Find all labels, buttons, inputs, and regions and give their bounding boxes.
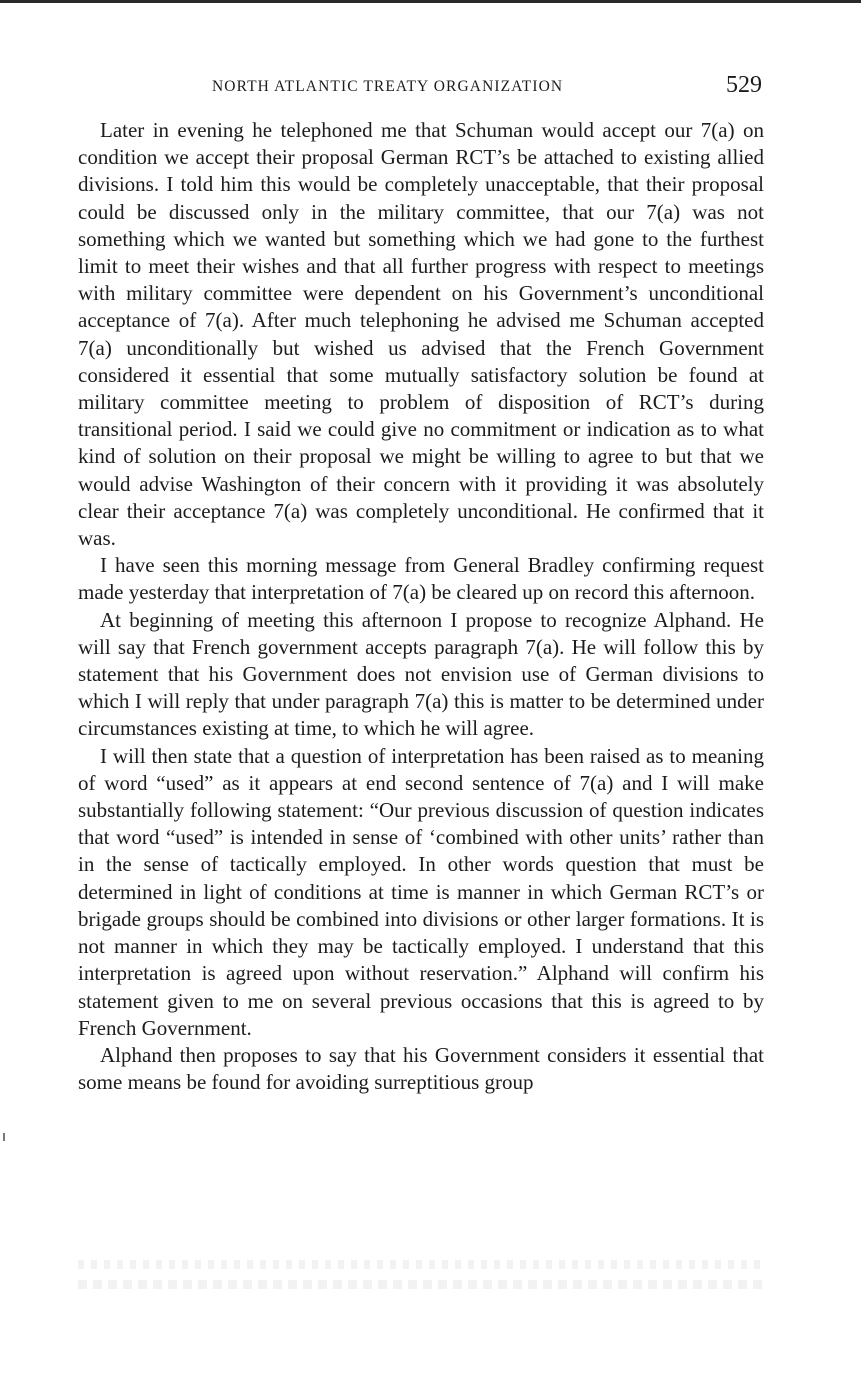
page-header	[78, 72, 764, 106]
page-number: 529	[726, 72, 762, 98]
paragraph: Later in evening he telephoned me that Schuman would accept our 7(a) on condition we accept their proposal German RCT’s be attached to existing allied divisions. I told him this would be completely unacceptable, that their proposal could be discussed only in the military committee, that our 7(a) was not something which we wanted but something which we had gone to the furthest limit to meet their wishes and that all further progress with respect to meetings with military committee were dependent on his Government’s unconditional acceptance of 7(a). After much telephoning he advised me Schuman accepted 7(a) unconditionally but wished us advised that the French Government considered it essential that some mutually satisfactory solution be found at military committee meeting to problem of disposition of RCT’s during transitional period. I said we could give no commitment or indication as to what kind of solution on their proposal we might be willing to agree to but that we would advise Washington of their concern with it providing it was absolutely clear their acceptance 7(a) was completely unconditional. He confirmed that it was.	[78, 118, 764, 551]
bleed-through-shadow	[78, 1258, 764, 1298]
margin-mark	[3, 1133, 5, 1141]
page-top-rule	[0, 0, 861, 3]
paragraph: At beginning of meeting this afternoon I propose to recognize Alphand. He will say that French government accepts paragraph 7(a). He will follow this by statement that his Government does not envision use of German divisions to which I will reply that under paragraph 7(a) this is matter to be determined under circumstances existing at time, to which he will agree.	[78, 607, 764, 741]
paragraph: I have seen this morning message from General Bradley confirming request made yesterday that interpretation of 7(a) be cleared up on record this afternoon.	[78, 553, 764, 605]
paragraph: Alphand then proposes to say that his Government considers it essential that some means be found for avoiding surreptitious group	[78, 1042, 764, 1095]
body-text	[78, 117, 764, 1096]
paragraph: I will then state that a question of interpretation has been raised as to meaning of word “used” as it appears at end second sentence of 7(a) and I will make substantially following statement: “Our previous discussion of question indicates that word “used” is intended in sense of ‘combined with other units’ rather than in the sense of tactically employed. In other words question that must be determined in light of conditions at time is manner in which German RCT’s or brigade groups should be combined into divisions or other larger formations. It is not manner in which they may be tactically employed. I understand that this interpretation is agreed upon without reservation.” Alphand will confirm his statement given to me on several previous occasions that this is agreed to by French Government.	[78, 743, 764, 1040]
running-title: NORTH ATLANTIC TREATY ORGANIZATION	[212, 78, 564, 95]
